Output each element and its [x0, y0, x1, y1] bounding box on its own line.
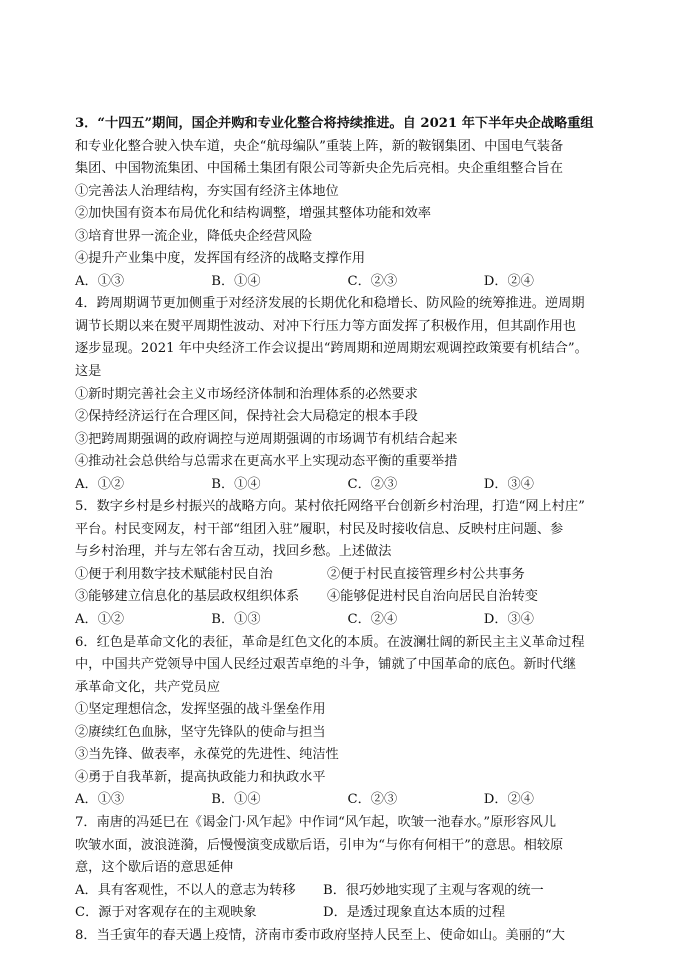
- question-6-stem-line: 中，中国共产党领导中国人民经过艰苦卓绝的斗争，铺就了中国革命的底色。新时代继: [75, 657, 577, 673]
- question-3-item: ④提升产业集中度，发挥国有经济的战略支撑作用: [75, 251, 366, 267]
- option-c: C．②④: [347, 612, 398, 628]
- question-8: [75, 925, 620, 948]
- question-7-options-row: [75, 902, 620, 925]
- option-c: C．②③: [347, 273, 398, 289]
- question-5-items-row: [75, 586, 620, 609]
- question-5-options: [75, 609, 620, 632]
- exam-page: [75, 113, 620, 947]
- question-6-options: [75, 789, 620, 812]
- question-5-item: ①便于利用数字技术赋能村民自治: [75, 566, 273, 582]
- option-b: B．①④: [211, 792, 261, 808]
- question-4-stem-line: 逐步显现。2021 年中央经济工作会议提出“跨周期和逆周期宏观调控政策要有机结合”。: [75, 341, 588, 357]
- option-d: D．②④: [483, 792, 534, 808]
- question-6-stem-line: 6．红色是革命文化的表征，革命是红色文化的本质。在波澜壮阔的新民主主义革命过程: [75, 634, 585, 650]
- question-4-item: ③把跨周期强调的政府调控与逆周期强调的市场调节有机结合起来: [75, 431, 458, 447]
- question-5-item: ②便于村民直接管理乡村公共事务: [327, 566, 525, 582]
- question-7-stem-line: 7．南唐的冯延巳在《谒金门·风乍起》中作词“风乍起，吹皱一池春水。”原形容风儿: [75, 814, 557, 830]
- question-7-stem-line: 吹皱水面，波浪涟漪，后慢慢演变成歇后语，引申为“与你有何相干”的意思。相较原: [75, 837, 564, 853]
- question-6-item: ①坚定理想信念，发挥坚强的战斗堡垒作用: [75, 702, 326, 718]
- question-7-options-row: [75, 880, 620, 903]
- option-b: B．很巧妙地实现了主观与客观的统一: [323, 882, 544, 898]
- question-3-stem-line: 3．“十四五”期间，国企并购和专业化整合将持续推进。自 2021 年下半年央企战略重组: [75, 116, 594, 131]
- question-5-items-row: [75, 564, 620, 587]
- question-4-item: ④推动社会总供给与总需求在更高水平上实现动态平衡的重要举措: [75, 454, 458, 470]
- option-c: C．②③: [347, 792, 398, 808]
- question-5-stem-line: 平台。村民变网友，村干部“组团入驻”履职，村民及时接收信息、反映村庄问题、参: [75, 521, 564, 537]
- question-4: [75, 293, 620, 496]
- option-a: A．具有客观性，不以人的意志为转移: [75, 882, 296, 898]
- question-5-item: ④能够促进村民自治向居民自治转变: [327, 589, 538, 605]
- question-5-stem-line: 与乡村治理，并与左邻右舍互动，找回乡愁。上述做法: [75, 544, 392, 560]
- question-6-item: ③当先锋、做表率，永葆党的先进性、纯洁性: [75, 747, 339, 763]
- question-3-stem-line: 集团、中国物流集团、中国稀土集团有限公司等新央企先后亮相。央企重组整合旨在: [75, 161, 563, 177]
- option-c: C．②③: [347, 476, 398, 492]
- question-4-stem-line: 调节长期以来在熨平周期性波动、对冲下行压力等方面发挥了积极作用，但其副作用也: [75, 318, 577, 334]
- option-b: B．①④: [211, 273, 261, 289]
- question-4-item: ②保持经济运行在合理区间，保持社会大局稳定的根本手段: [75, 409, 418, 425]
- question-6-item: ②赓续红色血脉，坚守先锋队的使命与担当: [75, 724, 326, 740]
- option-a: A．①②: [75, 612, 125, 628]
- option-b: B．①④: [211, 476, 261, 492]
- question-3-item: ①完善法人治理结构，夯实国有经济主体地位: [75, 183, 339, 199]
- question-4-stem-line: 4．跨周期调节更加侧重于对经济发展的长期优化和稳增长、防风险的统筹推进。逆周期: [75, 296, 585, 312]
- option-c: C．源于对客观存在的主观映象: [75, 905, 257, 921]
- question-3-item: ③培育世界一流企业，降低央企经营风险: [75, 228, 313, 244]
- option-d: D．②④: [483, 273, 534, 289]
- question-4-item: ①新时期完善社会主义市场经济体制和治理体系的必然要求: [75, 386, 418, 402]
- question-3-item: ②加快国有资本布局优化和结构调整，增强其整体功能和效率: [75, 206, 432, 222]
- option-d: D．是透过现象直达本质的过程: [323, 905, 506, 921]
- question-3: [75, 113, 620, 293]
- option-a: A．①③: [75, 273, 125, 289]
- option-a: A．①③: [75, 792, 125, 808]
- question-6-stem-line: 承革命文化，共产党员应: [75, 679, 221, 695]
- question-5-stem-line: 5．数字乡村是乡村振兴的战略方向。某村依托网络平台创新乡村治理，打造“网上村庄”: [75, 499, 585, 515]
- question-5: [75, 496, 620, 631]
- question-4-stem-line: 这是: [75, 364, 102, 380]
- option-d: D．③④: [483, 612, 534, 628]
- question-6-item: ④勇于自我革新，提高执政能力和执政水平: [75, 769, 326, 785]
- question-4-options: [75, 474, 620, 497]
- question-8-stem-line: 8．当壬寅年的春天遇上疫情，济南市委市政府坚持人民至上、使命如山。美丽的“大: [75, 927, 565, 943]
- option-d: D．③④: [483, 476, 534, 492]
- option-b: B．①③: [211, 612, 261, 628]
- question-5-item: ③能够建立信息化的基层政权组织体系: [75, 589, 300, 605]
- question-3-stem-line: 和专业化整合驶入快车道，央企“航母编队”重装上阵，新的鞍钢集团、中国电气装备: [75, 138, 564, 154]
- question-3-options: [75, 271, 620, 294]
- question-6: [75, 632, 620, 812]
- question-7-stem-line: 意，这个歇后语的意思延伸: [75, 860, 234, 876]
- question-7: [75, 812, 620, 925]
- option-a: A．①②: [75, 476, 125, 492]
